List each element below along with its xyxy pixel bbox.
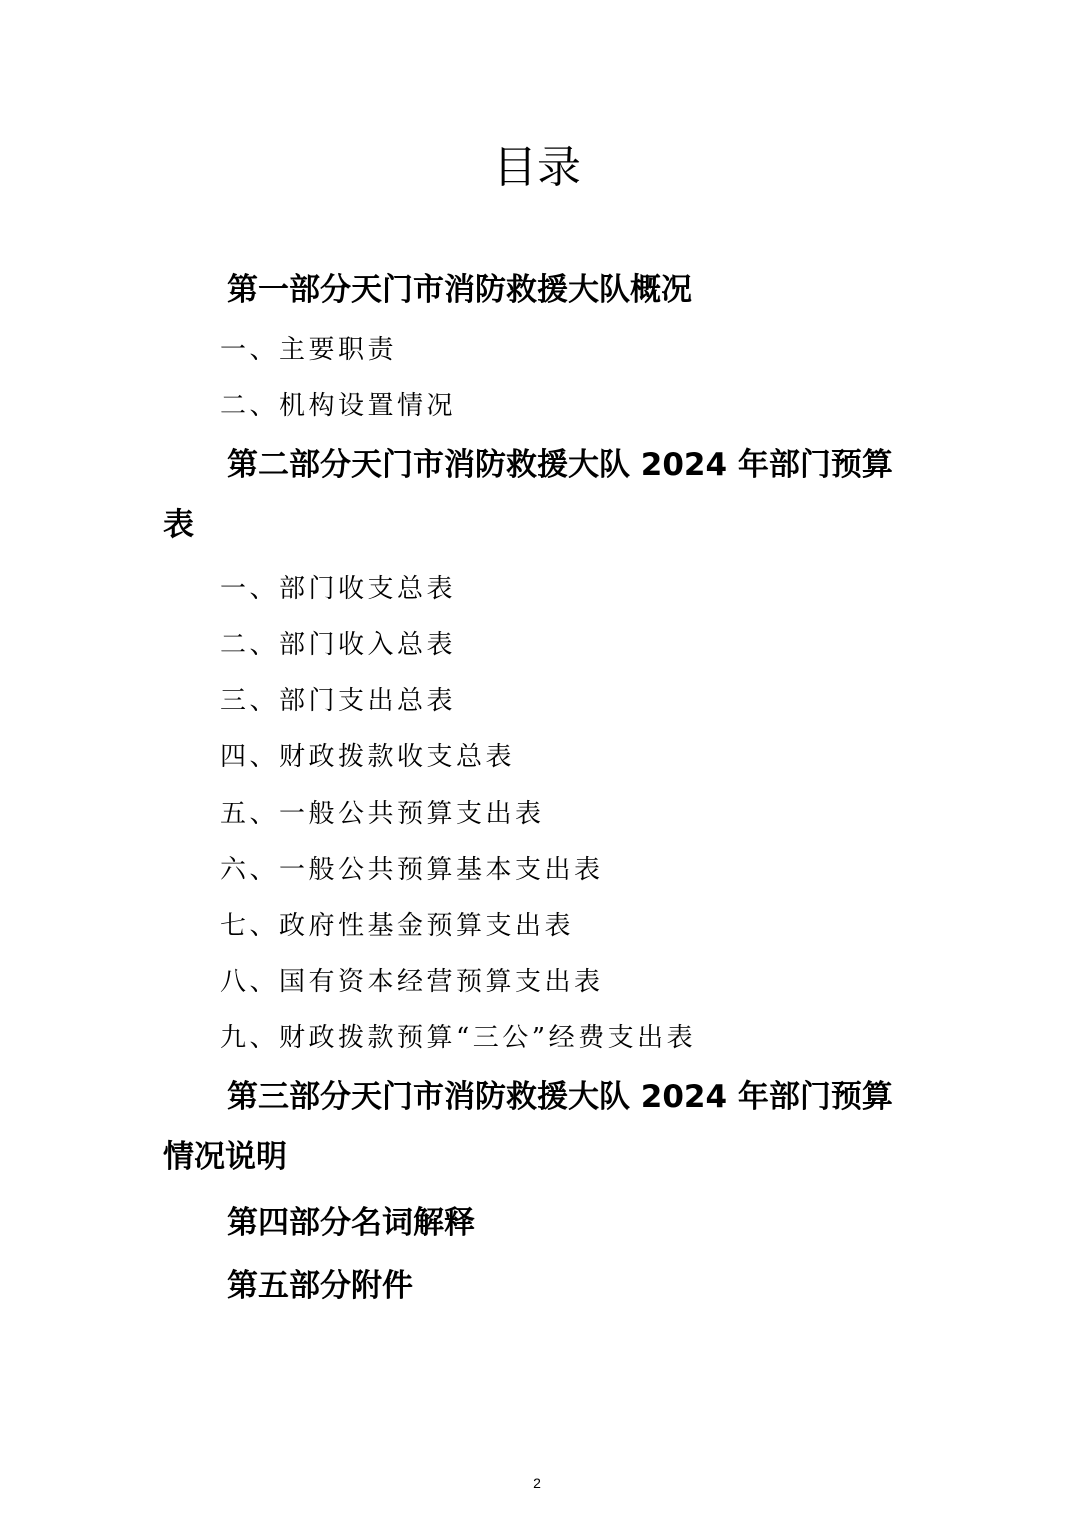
toc-part-2-item-7: 七、政府性基金预算支出表 [220, 911, 575, 941]
toc-part-1-heading: 第一部分天门市消防救援大队概况 [227, 272, 692, 308]
page-number: 2 [533, 1475, 541, 1491]
toc-part-2-item-2: 二、部门收入总表 [220, 630, 457, 660]
toc-part-2-item-6: 六、一般公共预算基本支出表 [220, 855, 604, 885]
toc-part-2-item-8: 八、国有资本经营预算支出表 [220, 967, 604, 997]
toc-part-1-item-2: 二、机构设置情况 [220, 391, 457, 421]
toc-part-2-heading: 第二部分天门市消防救援大队 2024 年部门预算表 [163, 447, 893, 543]
toc-part-2-item-4: 四、财政拨款收支总表 [220, 742, 516, 772]
toc-part-5-heading: 第五部分附件 [227, 1268, 413, 1304]
page-title: 目录 [493, 142, 581, 193]
toc-part-2-item-9: 九、财政拨款预算“三公”经费支出表 [220, 1023, 697, 1053]
toc-part-4-heading: 第四部分名词解释 [227, 1205, 475, 1241]
toc-part-2-item-3: 三、部门支出总表 [220, 686, 457, 716]
toc-part-3-heading: 第三部分天门市消防救援大队 2024 年部门预算情况说明 [163, 1079, 893, 1175]
toc-part-2-item-1: 一、部门收支总表 [220, 574, 457, 604]
toc-part-2-item-5: 五、一般公共预算支出表 [220, 799, 545, 829]
toc-part-1-item-1: 一、主要职责 [220, 335, 398, 365]
